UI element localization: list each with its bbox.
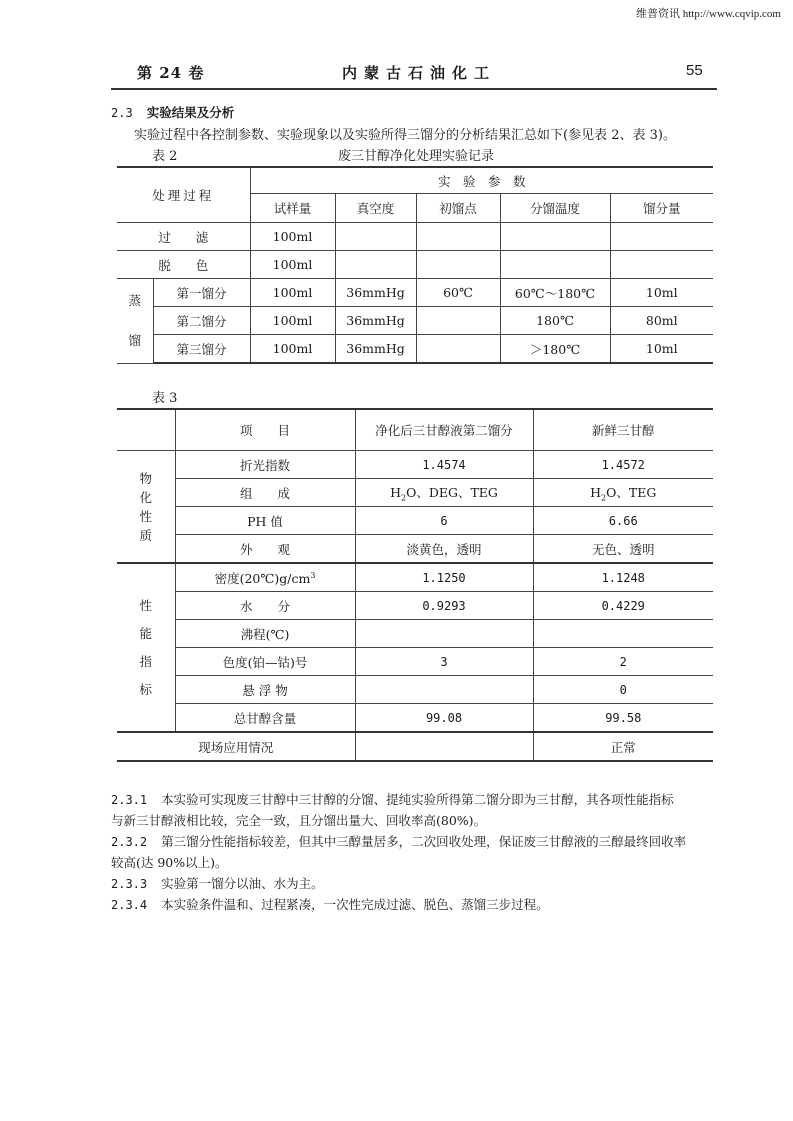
item-cell: 折光指数 bbox=[175, 451, 355, 479]
section-title: 实验结果及分析 bbox=[146, 105, 235, 120]
formula-part: H bbox=[590, 484, 602, 500]
table-cell bbox=[533, 479, 713, 507]
process-cell: 脱 色 bbox=[117, 251, 250, 279]
table-cell bbox=[610, 251, 713, 279]
group-char: 能 bbox=[139, 625, 152, 641]
table-cell bbox=[416, 335, 500, 364]
table-row bbox=[117, 535, 713, 564]
item-cell: 色度(铂—钴)号 bbox=[175, 648, 355, 676]
table-row bbox=[117, 335, 713, 364]
table-cell: 100ml bbox=[250, 335, 335, 364]
paragraph-number: 2.3.2 bbox=[111, 835, 148, 849]
paragraph-2-3-1 bbox=[111, 790, 674, 808]
paragraph-2-3-1-cont: 与新三甘醇液相比较，完全一致，且分馏出量大、回收率高(80%)。 bbox=[111, 813, 487, 828]
table3-col-header: 新鲜三甘醇 bbox=[533, 409, 713, 451]
group-char: 化 bbox=[139, 489, 152, 505]
section-intro: 实验过程中各控制参数、实验现象以及实验所得三馏分的分析结果汇总如下(参见表 2、表 3)。 bbox=[134, 128, 676, 143]
table-cell bbox=[533, 620, 713, 648]
item-text: 密度(20℃)g/cm bbox=[214, 570, 311, 586]
formula-part: H bbox=[390, 484, 401, 500]
section-heading bbox=[111, 103, 234, 121]
table-row bbox=[117, 223, 713, 251]
table-cell: 6 bbox=[355, 507, 533, 535]
item-cell: 现场应用情况 bbox=[117, 732, 355, 761]
section-number: 2.3 bbox=[111, 106, 133, 120]
table-cell bbox=[416, 223, 500, 251]
table2-label: 表 2 bbox=[152, 149, 178, 164]
table3 bbox=[117, 408, 713, 762]
header-rule bbox=[111, 88, 717, 90]
fraction-cell: 第二馏分 bbox=[153, 307, 250, 335]
table-cell bbox=[355, 676, 533, 704]
table-cell: 36mmHg bbox=[335, 307, 416, 335]
physchem-group-label bbox=[117, 451, 175, 564]
table2-col-header: 分馏温度 bbox=[500, 194, 610, 223]
item-cell: 外 观 bbox=[175, 535, 355, 564]
table-cell: 2 bbox=[533, 648, 713, 676]
table-cell bbox=[610, 223, 713, 251]
table-row bbox=[117, 563, 713, 592]
group-char: 标 bbox=[139, 681, 152, 697]
group-char: 性 bbox=[139, 508, 152, 524]
group-char: 质 bbox=[139, 527, 152, 543]
item-cell: 悬 浮 物 bbox=[175, 676, 355, 704]
table2-header-row bbox=[117, 167, 713, 194]
table3-col-header: 项 目 bbox=[175, 409, 355, 451]
table-cell: 3 bbox=[355, 648, 533, 676]
volume-label: 第 24 卷 bbox=[137, 64, 205, 82]
fraction-cell: 第三馏分 bbox=[153, 335, 250, 364]
table-row bbox=[117, 592, 713, 620]
table-cell: 100ml bbox=[250, 223, 335, 251]
paragraph-2-3-4 bbox=[111, 895, 549, 913]
paragraph-2-3-2-cont: 较高(达 90%以上)。 bbox=[111, 855, 228, 870]
table-cell bbox=[500, 251, 610, 279]
journal-title: 内蒙古石油化工 bbox=[342, 64, 497, 82]
paragraph-line: 第三馏分性能指标较差，但其中三醇量居多，二次回收处理，保证废三甘醇液的三醇最终回收率 bbox=[161, 834, 687, 849]
table-cell: ＞180℃ bbox=[500, 335, 610, 364]
item-cell bbox=[175, 563, 355, 592]
paragraph-2-3-2 bbox=[111, 832, 686, 850]
table-cell: 0.9293 bbox=[355, 592, 533, 620]
group-char: 物 bbox=[139, 470, 152, 486]
table-cell: 正常 bbox=[533, 732, 713, 761]
table-cell: 36mmHg bbox=[335, 279, 416, 307]
unit-superscript: 3 bbox=[310, 570, 316, 580]
table-cell: 100ml bbox=[250, 279, 335, 307]
table2-row-header: 处理过程 bbox=[117, 167, 250, 223]
table-cell bbox=[355, 732, 533, 761]
table-cell bbox=[416, 251, 500, 279]
table-cell bbox=[416, 307, 500, 335]
table-cell: 60℃ bbox=[416, 279, 500, 307]
table-cell: 36mmHg bbox=[335, 335, 416, 364]
paragraph-line: 实验第一馏分以油、水为主。 bbox=[161, 876, 324, 891]
table3-label: 表 3 bbox=[152, 391, 178, 406]
table-cell bbox=[335, 251, 416, 279]
table-cell: 99.08 bbox=[355, 704, 533, 733]
formula-part: O、DEG、TEG bbox=[406, 484, 498, 500]
process-cell: 过 滤 bbox=[117, 223, 250, 251]
table-cell bbox=[355, 479, 533, 507]
table-row bbox=[117, 479, 713, 507]
table-row bbox=[117, 507, 713, 535]
table3-col-header: 净化后三甘醇液第二馏分 bbox=[355, 409, 533, 451]
paragraph-number: 2.3.4 bbox=[111, 898, 148, 912]
table3-corner-cell bbox=[117, 409, 175, 451]
page-number: 55 bbox=[686, 62, 703, 79]
paragraph-line: 本实验条件温和、过程紧凑，一次性完成过滤、脱色、蒸馏三步过程。 bbox=[161, 897, 549, 912]
table-cell: 1.4572 bbox=[533, 451, 713, 479]
table2-col-header: 馏分量 bbox=[610, 194, 713, 223]
table-row bbox=[117, 307, 713, 335]
item-cell: 水 分 bbox=[175, 592, 355, 620]
table-cell bbox=[500, 223, 610, 251]
table-row bbox=[117, 704, 713, 733]
distill-char: 蒸 bbox=[128, 292, 141, 308]
formula-subscript: 2 bbox=[601, 493, 607, 503]
table-cell: 180℃ bbox=[500, 307, 610, 335]
table-cell: 1.4574 bbox=[355, 451, 533, 479]
table2-col-header: 真空度 bbox=[335, 194, 416, 223]
item-cell: 沸程(℃) bbox=[175, 620, 355, 648]
table-cell: 淡黄色，透明 bbox=[355, 535, 533, 564]
fraction-cell: 第一馏分 bbox=[153, 279, 250, 307]
source-watermark: 维普资讯 http://www.cqvip.com bbox=[635, 8, 781, 20]
table-cell bbox=[355, 620, 533, 648]
group-char: 指 bbox=[139, 653, 152, 669]
formula-subscript: 2 bbox=[400, 493, 407, 503]
table2-title: 废三甘醇净化处理实验记录 bbox=[338, 149, 495, 164]
paragraph-line: 本实验可实现废三甘醇中三甘醇的分馏、提纯实验所得第二馏分即为三甘醇，其各项性能指标 bbox=[161, 792, 674, 807]
table-row bbox=[117, 676, 713, 704]
table-cell: 100ml bbox=[250, 251, 335, 279]
performance-group-label bbox=[117, 563, 175, 732]
table2 bbox=[117, 166, 713, 364]
table-row bbox=[117, 251, 713, 279]
table2-group-header: 实 验 参 数 bbox=[250, 167, 713, 194]
formula-part: O、TEG bbox=[606, 484, 657, 500]
item-cell: 总甘醇含量 bbox=[175, 704, 355, 733]
table-row bbox=[117, 648, 713, 676]
table-row bbox=[117, 732, 713, 761]
distill-group-label bbox=[117, 279, 153, 364]
table-cell: 1.1248 bbox=[533, 563, 713, 592]
item-cell: PH 值 bbox=[175, 507, 355, 535]
table2-col-header: 初馏点 bbox=[416, 194, 500, 223]
table-cell: 0.4229 bbox=[533, 592, 713, 620]
table-cell: 无色、透明 bbox=[533, 535, 713, 564]
distill-char: 馏 bbox=[128, 332, 141, 348]
table-row bbox=[117, 279, 713, 307]
table-cell: 1.1250 bbox=[355, 563, 533, 592]
table-row bbox=[117, 620, 713, 648]
table-cell: 60℃～180℃ bbox=[500, 279, 610, 307]
table-cell: 99.58 bbox=[533, 704, 713, 733]
paragraph-2-3-3 bbox=[111, 874, 324, 892]
table-cell: 6.66 bbox=[533, 507, 713, 535]
table3-header-row bbox=[117, 409, 713, 451]
table-row bbox=[117, 451, 713, 479]
table-cell bbox=[335, 223, 416, 251]
item-cell: 组 成 bbox=[175, 479, 355, 507]
table-cell: 80ml bbox=[610, 307, 713, 335]
table2-col-header: 试样量 bbox=[250, 194, 335, 223]
paragraph-number: 2.3.3 bbox=[111, 877, 148, 891]
group-char: 性 bbox=[139, 597, 152, 613]
table-cell: 100ml bbox=[250, 307, 335, 335]
table-cell: 0 bbox=[533, 676, 713, 704]
table-cell: 10ml bbox=[610, 335, 713, 364]
table-cell: 10ml bbox=[610, 279, 713, 307]
paragraph-number: 2.3.1 bbox=[111, 793, 148, 807]
